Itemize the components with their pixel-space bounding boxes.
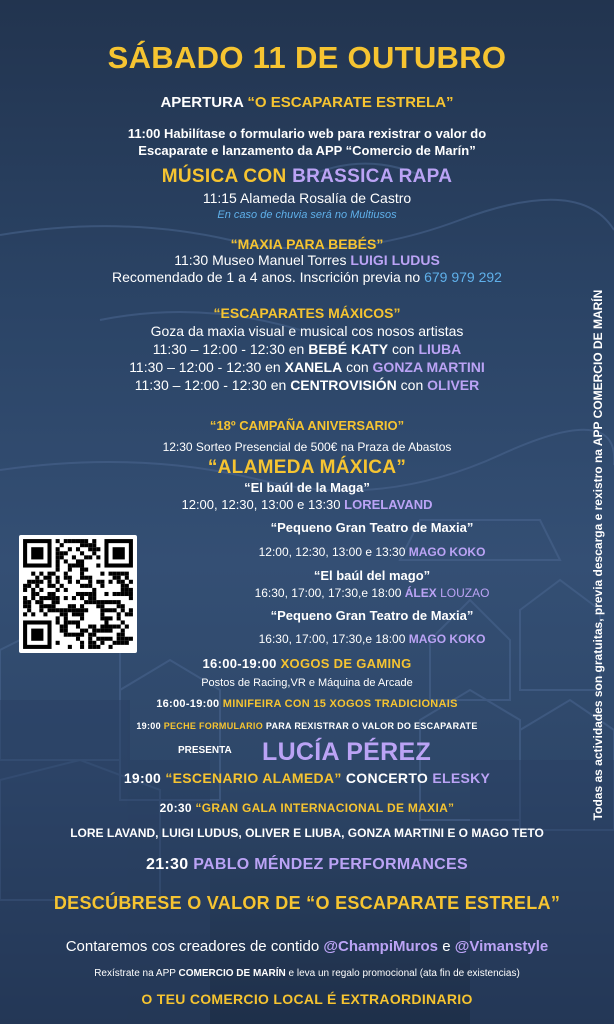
escaparates-row-con: con bbox=[346, 359, 369, 375]
escaparates-row-con: con bbox=[391, 341, 415, 357]
alameda-show-times bbox=[130, 632, 614, 646]
apertura-line bbox=[0, 94, 614, 111]
concerto-line bbox=[0, 770, 614, 786]
musica-detail: 11:15 Alameda Rosalía de Castro bbox=[202, 190, 412, 206]
gaming-time: 16:00-19:00 bbox=[202, 656, 277, 671]
rexistrate-line bbox=[0, 968, 614, 979]
apertura-label: APERTURA bbox=[160, 94, 244, 111]
escaparates-row-venue: CENTROVISIÓN bbox=[290, 377, 397, 393]
alameda-show-artist: LORELAVAND bbox=[344, 497, 433, 512]
rexistrate-app: COMERCIO DE MARÍN bbox=[178, 968, 286, 979]
qr-code-graphic bbox=[19, 535, 137, 653]
escaparates-row-artist: LIUBA bbox=[418, 341, 462, 357]
maxia-bebes-note: Recomendado de 1 a 4 anos. Inscrición previa no bbox=[112, 269, 421, 285]
minifeira-time: 16:00-19:00 bbox=[156, 698, 220, 710]
alameda-show-times bbox=[0, 497, 614, 512]
pablo-title: PABLO MÉNDEZ PERFORMANCES bbox=[193, 856, 468, 873]
maxia-bebes-phone: 679 979 292 bbox=[424, 269, 502, 285]
campana-detail: 12:30 Sorteo Presencial de 500€ na Praza de Abastos bbox=[162, 440, 452, 454]
alameda-show-artist: ÁLEX bbox=[404, 586, 437, 600]
gaming-line bbox=[0, 656, 614, 671]
creadores-and: e bbox=[442, 938, 451, 955]
alameda-show-name: “Pequeno Gran Teatro de Maxia” bbox=[270, 520, 474, 535]
escaparates-intro: Goza da maxia visual e musical cos nosos artistas bbox=[150, 323, 464, 339]
escaparates-row-artist: OLIVER bbox=[427, 377, 480, 393]
creadores-handle-1: @ChampiMuros bbox=[323, 938, 439, 955]
maxia-bebes-title: “MAXIA PARA BEBÉS” bbox=[230, 236, 384, 252]
creadores-line bbox=[0, 938, 614, 955]
presenta-label: PRESENTA bbox=[178, 745, 232, 756]
gala-time: 20:30 bbox=[159, 801, 192, 815]
alameda-show-artist: MAGO KOKO bbox=[408, 545, 486, 559]
escaparates-row-times: 11:30 – 12:00 - 12:30 en bbox=[152, 341, 305, 357]
escaparates-row bbox=[0, 359, 614, 375]
maxia-bebes-place: 11:30 Museo Manuel Torres bbox=[174, 252, 347, 268]
escaparates-row-con: con bbox=[400, 377, 424, 393]
gaming-detail: Postos de Racing,VR e Máquina de Arcade bbox=[201, 677, 413, 689]
alameda-title: “ALAMEDA MÁXICA” bbox=[207, 457, 407, 478]
qr-code-icon[interactable] bbox=[19, 535, 137, 653]
peche-time: 19:00 bbox=[136, 721, 161, 731]
campana-title: “18º CAMPAÑA ANIVERSARIO” bbox=[209, 418, 405, 433]
alameda-show-times-text: 16:30, 17:00, 17:30,e 18:00 bbox=[258, 632, 406, 646]
opening-line-1: 11:00 Habilítase o formulario web para rexistrar o valor do bbox=[127, 126, 487, 141]
gala-title: “GRAN GALA INTERNACIONAL DE MAXIA” bbox=[195, 801, 455, 815]
alameda-show-times bbox=[130, 545, 614, 559]
side-note: Todas as actividades son gratuitas, previa descarga e rexistro na APP COMERCIO DE MARÍN bbox=[591, 289, 605, 821]
musica-name: BRASSICA RAPA bbox=[292, 166, 453, 187]
alameda-show-times-text: 12:00, 12:30, 13:00 e 13:30 bbox=[258, 545, 406, 559]
footer-slogan: O TEU COMERCIO LOCAL É EXTRAORDINARIO bbox=[141, 991, 473, 1007]
musica-heading bbox=[0, 166, 614, 188]
gaming-title: XOGOS DE GAMING bbox=[280, 656, 412, 671]
page-title: SÁBADO 11 DE OUTUBRO bbox=[107, 40, 507, 75]
gala-artists: LORE LAVAND, LUIGI LUDUS, OLIVER E LIUBA, GONZA MARTINI E O MAGO TETO bbox=[70, 826, 544, 840]
escaparates-row-venue: BEBÉ KATY bbox=[308, 341, 389, 357]
alameda-show-times bbox=[130, 586, 614, 600]
maxia-bebes-line-1 bbox=[0, 252, 614, 268]
pablo-line bbox=[0, 856, 614, 874]
alameda-show-name: “El baúl del mago” bbox=[313, 568, 431, 583]
gala-line bbox=[0, 801, 614, 815]
presenta-name: LUCÍA PÉREZ bbox=[262, 738, 432, 766]
maxia-bebes-line-2 bbox=[0, 269, 614, 285]
descubrese-heading: DESCÚBRESE O VALOR DE “O ESCAPARATE ESTRELA” bbox=[53, 893, 561, 913]
escaparates-row-times: 11:30 – 12:00 - 12:30 en bbox=[129, 359, 281, 375]
opening-line-2: Escaparate e lanzamento da APP “Comercio de Marín” bbox=[138, 143, 476, 158]
peche-title: PECHE FORMULARIO bbox=[163, 721, 264, 731]
alameda-show-artist-surname: LOUZAO bbox=[440, 586, 490, 600]
alameda-show-name: “El baúl de la Maga” bbox=[244, 480, 370, 495]
concerto-label: CONCERTO bbox=[345, 770, 429, 786]
alameda-show-times-text: 16:30, 17:00, 17:30,e 18:00 bbox=[254, 586, 402, 600]
escaparates-row bbox=[0, 341, 614, 357]
alameda-show-artist: MAGO KOKO bbox=[408, 632, 486, 646]
alameda-show-times-text: 12:00, 12:30, 13:00 e 13:30 bbox=[181, 497, 341, 512]
musica-label: MÚSICA CON bbox=[161, 166, 287, 187]
musica-note: En caso de chuvia será no Multiusos bbox=[217, 209, 397, 221]
escaparates-row-artist: GONZA MARTINI bbox=[372, 359, 485, 375]
minifeira-line bbox=[0, 698, 614, 710]
pablo-time: 21:30 bbox=[146, 856, 189, 873]
apertura-name: “O ESCAPARATE ESTRELA” bbox=[247, 94, 454, 111]
alameda-show-name: “Pequeno Gran Teatro de Maxia” bbox=[270, 608, 474, 623]
escaparates-row bbox=[0, 377, 614, 393]
rexistrate-rest: e leva un regalo promocional (ata fin de existencias) bbox=[288, 968, 520, 979]
maxia-bebes-artist: LUIGI LUDUS bbox=[350, 252, 440, 268]
rexistrate-text: Rexístrate na APP bbox=[94, 968, 176, 979]
concerto-time: 19:00 bbox=[123, 770, 162, 786]
creadores-handle-2: @Vimanstyle bbox=[454, 938, 549, 955]
concerto-venue: “ESCENARIO ALAMEDA” bbox=[165, 770, 342, 786]
peche-line bbox=[0, 721, 614, 731]
escaparates-row-venue: XANELA bbox=[284, 359, 343, 375]
creadores-text: Contaremos cos creadores de contido bbox=[65, 938, 320, 955]
escaparates-title: “ESCAPARATES MÁXICOS” bbox=[213, 305, 401, 321]
minifeira-title: MINIFEIRA CON 15 XOGOS TRADICIONAIS bbox=[222, 698, 458, 710]
escaparates-row-times: 11:30 – 12:00 - 12:30 en bbox=[134, 377, 287, 393]
peche-rest: PARA REXISTRAR O VALOR DO ESCAPARATE bbox=[265, 721, 478, 731]
concerto-artist: ELESKY bbox=[432, 770, 491, 786]
